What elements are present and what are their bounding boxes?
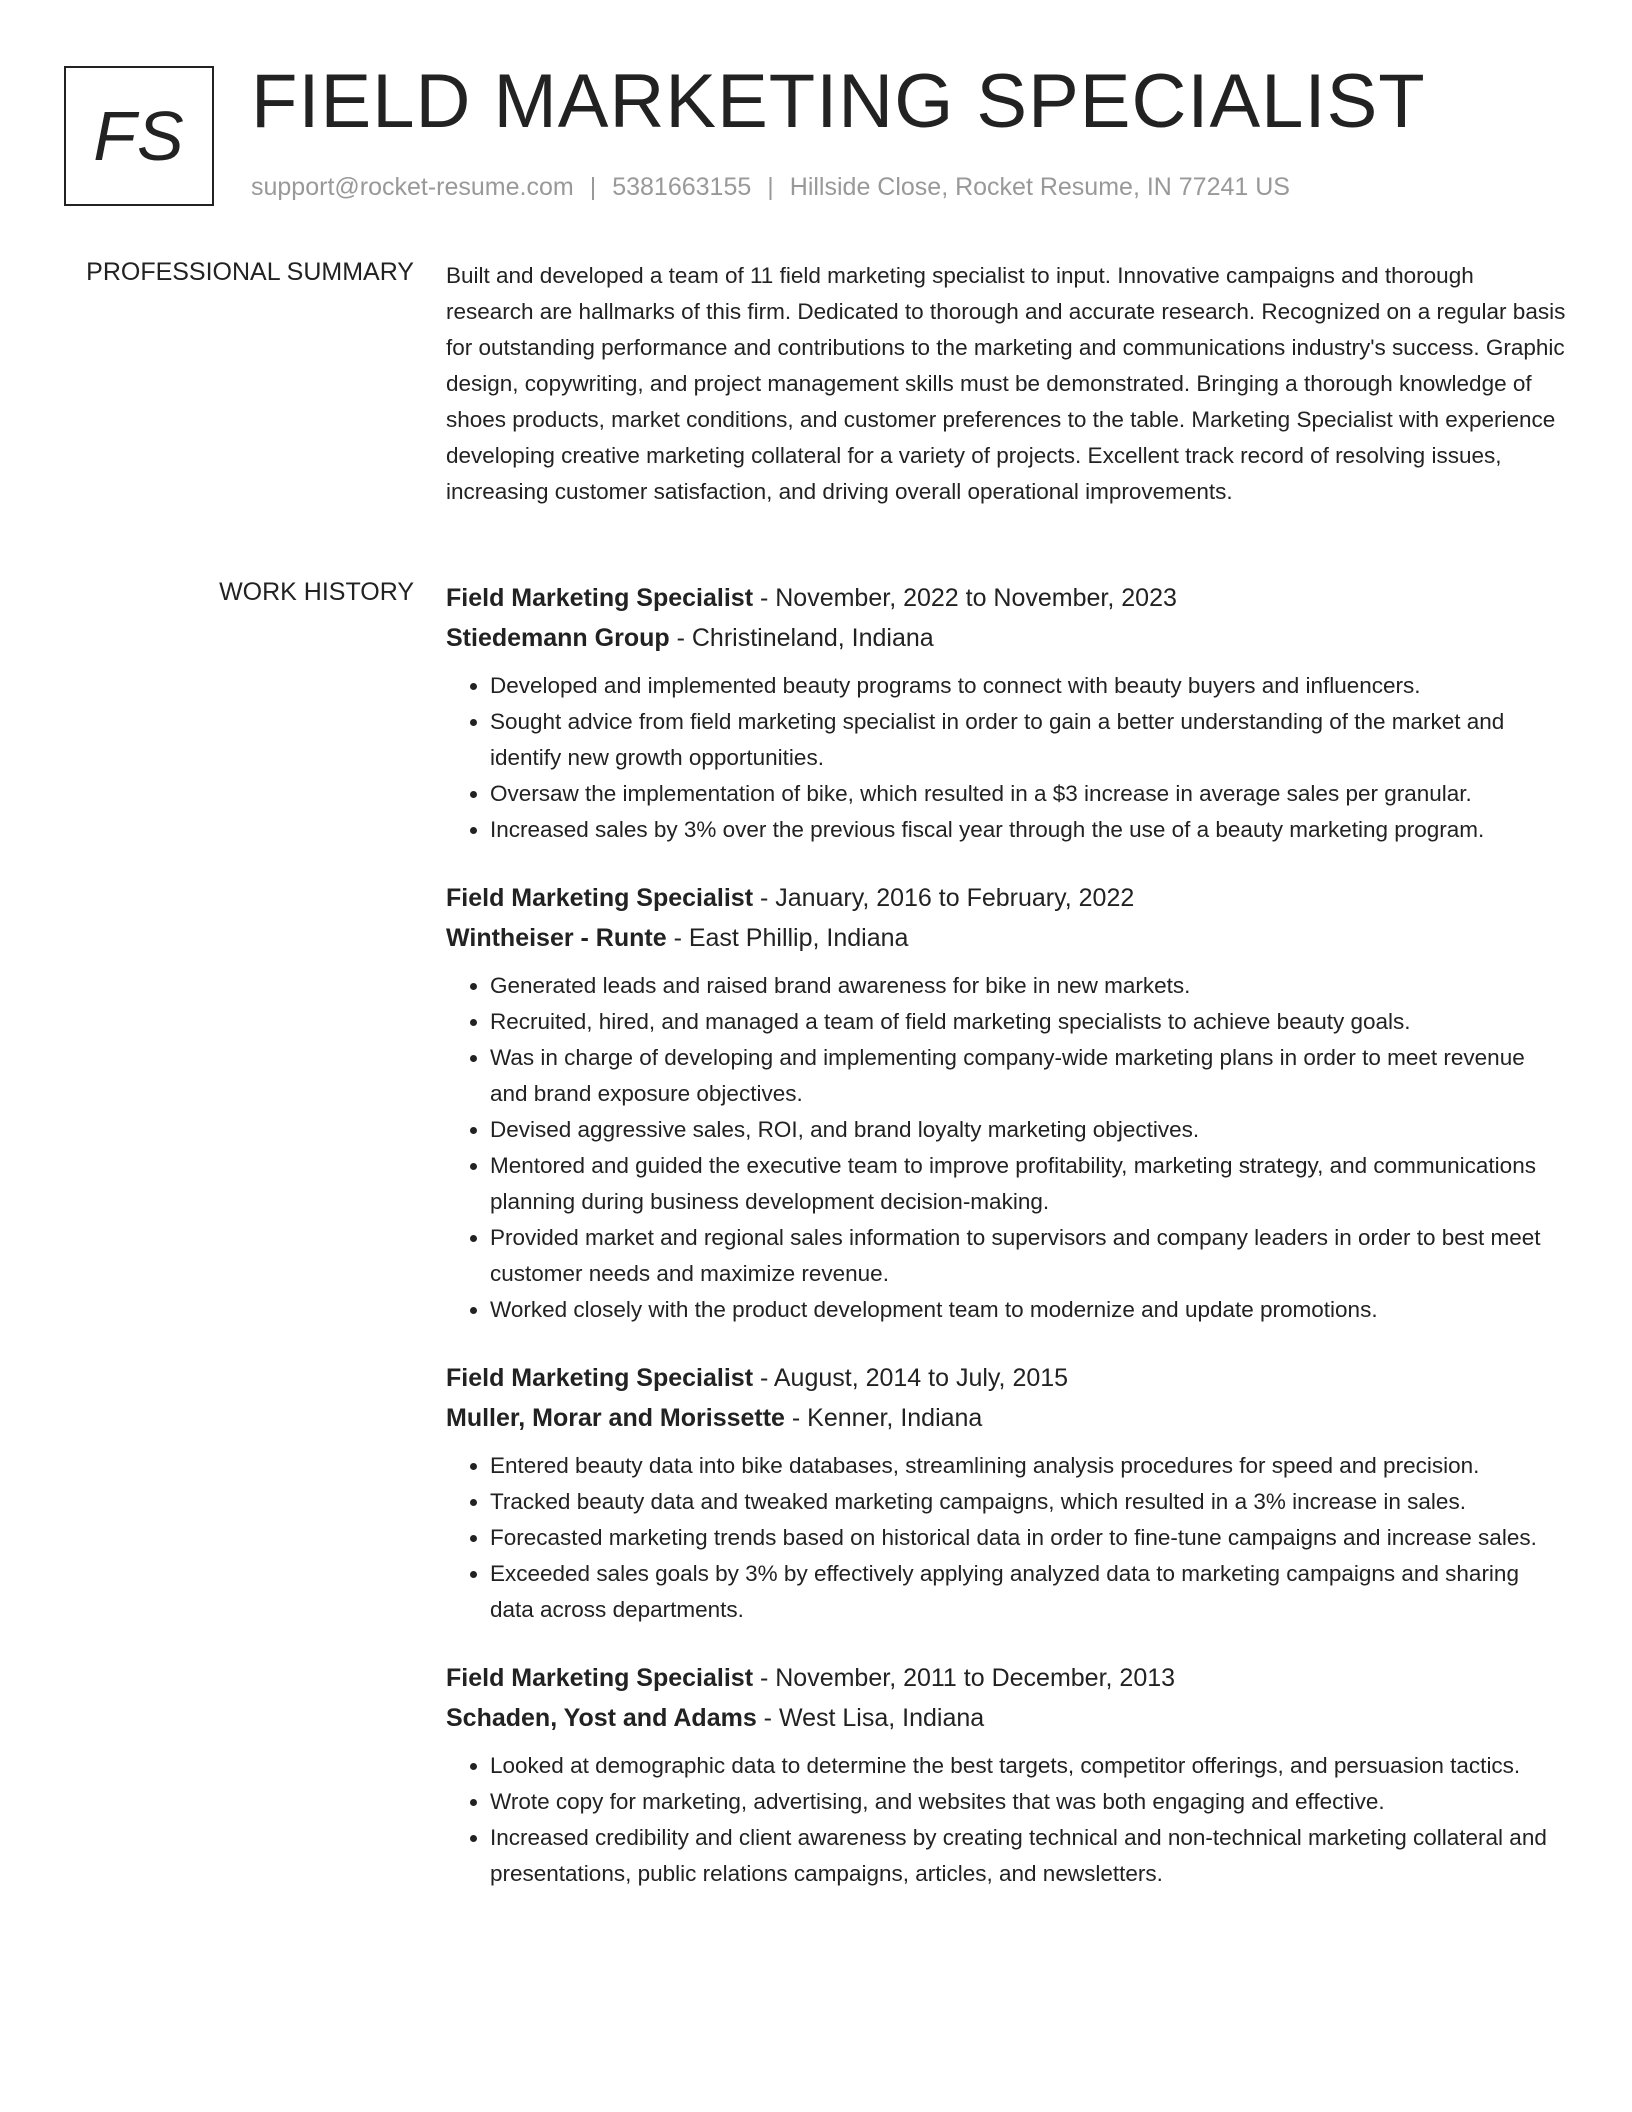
job-bullets — [446, 1748, 1566, 1892]
job-dates: - November, 2022 to November, 2023 — [753, 584, 1177, 612]
contact-line — [251, 173, 1290, 202]
resume-header — [64, 59, 1564, 216]
job-bullet: • Looked at demographic data to determine the best targets, competitor offerings, and persuasion tactics. — [490, 1748, 1566, 1784]
contact-phone: 5381663155 — [612, 173, 752, 201]
job-title: Field Marketing Specialist — [446, 884, 754, 912]
job-bullet: • Forecasted marketing trends based on historical data in order to fine-tune campaigns and increase sales. — [490, 1520, 1566, 1556]
contact-separator: | — [767, 173, 774, 201]
job-bullets — [446, 668, 1566, 848]
job-location: - Kenner, Indiana — [784, 1404, 983, 1432]
job-title-line — [446, 1658, 1566, 1698]
contact-email: support@rocket-resume.com — [251, 173, 574, 201]
job-location: - West Lisa, Indiana — [756, 1704, 985, 1732]
job-entry — [446, 578, 1566, 848]
job-bullet: • Exceeded sales goals by 3% by effectively applying analyzed data to marketing campaigns and sharing data across departments. — [490, 1556, 1566, 1628]
section-label-work-history: WORK HISTORY — [219, 578, 414, 606]
job-title: Field Marketing Specialist — [446, 584, 754, 612]
work-history-list — [446, 578, 1566, 1922]
job-bullet: • Oversaw the implementation of bike, which resulted in a $3 increase in average sales per granular. — [490, 776, 1566, 812]
job-bullets — [446, 968, 1566, 1328]
job-bullet: • Devised aggressive sales, ROI, and brand loyalty marketing objectives. — [490, 1112, 1566, 1148]
job-title-line — [446, 1358, 1566, 1398]
job-company-line — [446, 918, 1566, 958]
job-location: - East Phillip, Indiana — [666, 924, 909, 952]
section-label-summary: PROFESSIONAL SUMMARY — [86, 258, 414, 286]
job-dates: - August, 2014 to July, 2015 — [753, 1364, 1069, 1392]
job-bullet: • Increased credibility and client awareness by creating technical and non-technical marketing collateral and presentations, public relations campaigns, articles, and newsletters. — [490, 1820, 1566, 1892]
job-company: Muller, Morar and Morissette — [446, 1404, 785, 1432]
summary-text: Built and developed a team of 11 field marketing specialist to input. Innovative campaigns and thorough research are hallmarks of this firm. Dedicated to thorough and accurate research. Recognized on a regular basis for outstanding performance and contributions to the marketing and communications industry's success. Graphic design, copywriting, and project management skills must be demonstrated. Bringing a thorough knowledge of shoes products, market conditions, and customer preferences to the table. Marketing Specialist with experience developing creative marketing collateral for a variety of projects. Excellent track record of resolving issues, increasing customer satisfaction, and driving overall operational improvements. — [446, 263, 1566, 504]
resume-title: FIELD MARKETING SPECIALIST — [251, 59, 1426, 144]
job-bullet: • Worked closely with the product development team to modernize and update promotions. — [490, 1292, 1566, 1328]
job-company-line — [446, 1398, 1566, 1438]
monogram-box — [64, 66, 214, 206]
job-title: Field Marketing Specialist — [446, 1664, 754, 1692]
job-entry — [446, 1658, 1566, 1892]
job-bullet: • Sought advice from field marketing specialist in order to gain a better understanding of the market and identify new growth opportunities. — [490, 704, 1566, 776]
job-bullet: • Wrote copy for marketing, advertising, and websites that was both engaging and effective. — [490, 1784, 1566, 1820]
job-bullet: • Generated leads and raised brand awareness for bike in new markets. — [490, 968, 1566, 1004]
job-company: Wintheiser - Runte — [446, 924, 667, 952]
job-location: - Christineland, Indiana — [669, 624, 934, 652]
job-title: Field Marketing Specialist — [446, 1364, 754, 1392]
job-bullet: • Mentored and guided the executive team to improve profitability, marketing strategy, and communications planning during business development decision-making. — [490, 1148, 1566, 1220]
job-bullet: • Increased sales by 3% over the previous fiscal year through the use of a beauty marketing program. — [490, 812, 1566, 848]
job-bullet: • Tracked beauty data and tweaked marketing campaigns, which resulted in a 3% increase in sales. — [490, 1484, 1566, 1520]
job-company-line — [446, 618, 1566, 658]
job-dates: - November, 2011 to December, 2013 — [753, 1664, 1176, 1692]
job-entry — [446, 1358, 1566, 1628]
monogram-initials: FS — [93, 97, 185, 175]
job-bullet: • Developed and implemented beauty programs to connect with beauty buyers and influencers. — [490, 668, 1566, 704]
job-bullets — [446, 1448, 1566, 1628]
job-bullet: • Entered beauty data into bike databases, streamlining analysis procedures for speed and precision. — [490, 1448, 1566, 1484]
job-bullet: • Was in charge of developing and implementing company-wide marketing plans in order to meet revenue and brand exposure objectives. — [490, 1040, 1566, 1112]
job-company: Schaden, Yost and Adams — [446, 1704, 757, 1732]
job-company-line — [446, 1698, 1566, 1738]
job-company: Stiedemann Group — [446, 624, 670, 652]
job-dates: - January, 2016 to February, 2022 — [753, 884, 1135, 912]
job-bullet: • Provided market and regional sales information to supervisors and company leaders in order to best meet customer needs and maximize revenue. — [490, 1220, 1566, 1292]
job-title-line — [446, 878, 1566, 918]
job-bullet: • Recruited, hired, and managed a team of field marketing specialists to achieve beauty goals. — [490, 1004, 1566, 1040]
job-entry — [446, 878, 1566, 1328]
contact-address: Hillside Close, Rocket Resume, IN 77241 US — [789, 173, 1290, 201]
contact-separator: | — [589, 173, 597, 201]
job-title-line — [446, 578, 1566, 618]
